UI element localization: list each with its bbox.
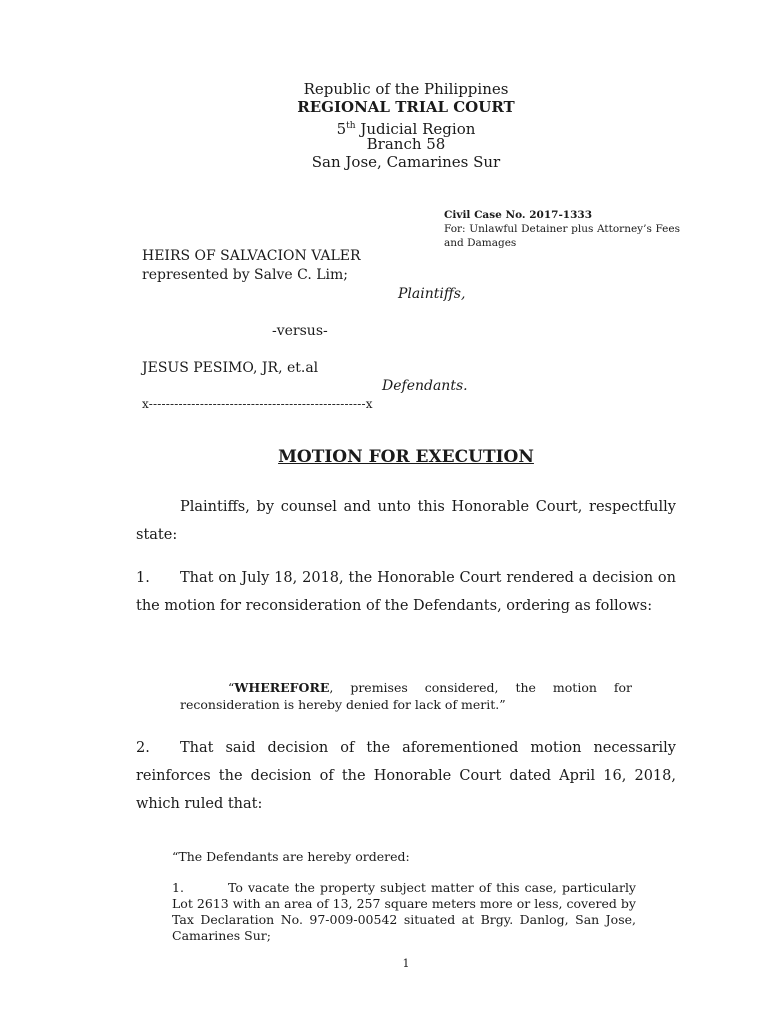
quote-order-item-number: 1. (172, 880, 184, 895)
paragraph-2 (136, 734, 676, 818)
defendant-role: Defendants. (382, 378, 468, 394)
plaintiff-role: Plaintiffs, (398, 286, 466, 302)
page-number: 1 (402, 957, 410, 970)
caption-divider: x---------------------------------------------------x (142, 397, 373, 411)
paragraph-2-number: 2. (136, 740, 150, 756)
caption-branch: Branch 58 (366, 135, 446, 153)
case-info (444, 208, 680, 250)
quote-open-mark: “ (228, 680, 235, 695)
caption-republic: Republic of the Philippines (303, 80, 509, 98)
intro-paragraph (136, 493, 676, 549)
document-title: MOTION FOR EXECUTION (278, 447, 534, 467)
versus-label: -versus- (272, 323, 328, 339)
quote-order-item-text: To vacate the property subject matter of this case, particularly Lot 2613 with an area of 13, 257 square meters more or less, covered by Tax Declaration No. 97-009-00542 situated at Brgy. Danlog, San Jose, Camarines Sur; (172, 880, 636, 943)
quote-wherefore-bold: WHEREFORE (234, 680, 330, 695)
caption-region-number: 5 (336, 120, 347, 138)
plaintiff-representative: represented by Salve C. Lim; (142, 267, 348, 283)
paragraph-1 (136, 564, 676, 620)
intro-text: Plaintiffs, by counsel and unto this Honorable Court, respectfully state: (136, 499, 676, 543)
paragraph-1-text: That on July 18, 2018, the Honorable Court rendered a decision on the motion for reconsideration of the Defendants, ordering as follows: (136, 570, 676, 614)
case-number: Civil Case No. 2017-1333 (444, 209, 593, 221)
plaintiff-name: HEIRS OF SALVACION VALER (142, 248, 361, 264)
paragraph-2-text: That said decision of the aforementioned motion necessarily reinforces the decision of the Honorable Court dated April 16, 2018, which ruled that: (136, 740, 676, 812)
quote-wherefore (180, 679, 632, 713)
caption-court: REGIONAL TRIAL COURT (297, 98, 515, 116)
case-nature: For: Unlawful Detainer plus Attorney’s Fees and Damages (444, 223, 680, 249)
quote-order-intro: “The Defendants are hereby ordered: (172, 849, 410, 864)
caption-region-ordinal: th (346, 121, 356, 131)
quote-wherefore-text: , premises considered, the motion for reconsideration is hereby denied for lack of merit.” (180, 680, 632, 712)
caption-region-text: Judicial Region (355, 120, 476, 138)
defendant-name: JESUS PESIMO, JR, et.al (142, 360, 319, 376)
paragraph-1-number: 1. (136, 570, 150, 586)
quote-order-item-1 (172, 880, 636, 944)
caption-location: San Jose, Camarines Sur (311, 153, 501, 171)
